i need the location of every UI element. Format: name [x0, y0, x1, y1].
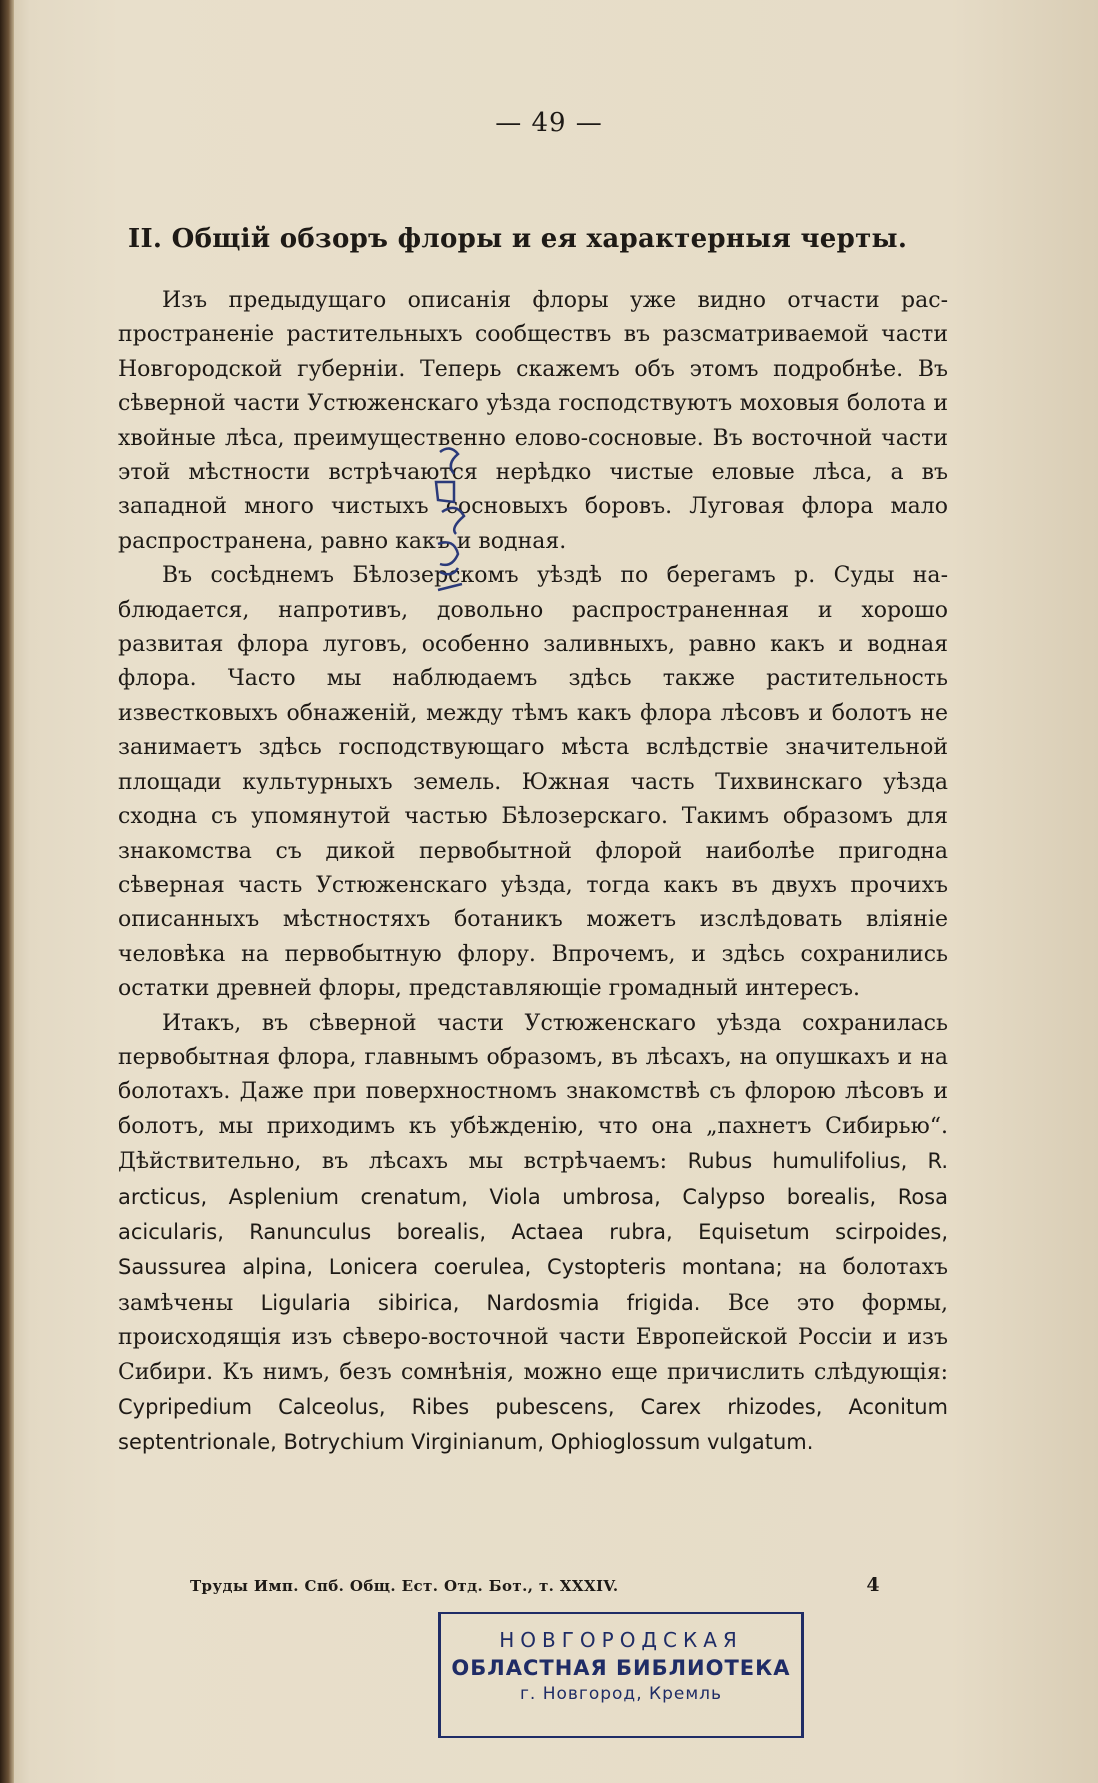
stamp-line-2: ОБЛАСТНАЯ БИБЛИОТЕКА [451, 1656, 791, 1680]
paragraph-3 [118, 1007, 948, 1461]
paragraph-2: Въ сосѣднемъ Бѣлозерскомъ уѣздѣ по берегамъ р. Суды наблюдается, напротивъ, довольно распространенная и хорошо развитая флора луговъ, особенно заливныхъ, равно какъ и водная флора. Часто мы наблюдаемъ здѣсь также растительность известковыхъ обнаженій, между тѣмъ какъ флора лѣсовъ и болотъ не занимаетъ здѣсь господствующаго мѣста вслѣдствіе значительной площади культурныхъ земель. Южная часть Тихвинскаго уѣзда сходна съ упомянутой частью Бѣлозерскаго. Такимъ образомъ для знакомства съ дикой первобытной флорой наиболѣе пригодна сѣверная часть Устюженскаго уѣзда, тогда какъ въ двухъ прочихъ описанныхъ мѣстностяхъ ботаникъ можетъ изслѣдовать вліяніе человѣка на первобытную флору. Впрочемъ, и здѣсь сохранились остатки древней флоры, представляющіе громадный интересъ. [118, 563, 948, 1002]
additional-species-list: Cypripedium Calceolus, Ribes pubescens, Carex rhizodes, Aconitum septentrionale, Botrychium Virginianum, Ophioglossum vulgatum. [118, 1395, 948, 1455]
book-spine-edge [0, 0, 14, 1783]
bog-species-list: Ligularia sibirica, Nardosmia frigida. [260, 1290, 701, 1315]
journal-footer [190, 1574, 880, 1596]
paragraph-3-intro: Итакъ, въ сѣверной части Устюженскаго уѣзда сохранилась первобытная флора, главнымъ образомъ, въ лѣсахъ, на опушкахъ и на болотахъ. Даже при поверхностномъ знакомствѣ съ флорою лѣсовъ и болотъ, мы приходимъ къ убѣжденію, что она „пахнетъ Сибирью“. Дѣйствительно, въ лѣсахъ мы встрѣчаемъ: [118, 1010, 948, 1175]
forest-species-list: Rubus humulifolius, R. arcticus, Asplenium crenatum, Viola umbrosa, Calypso borealis, Rosa acicularis, Ranunculus borealis, Actaea rubra, Equisetum scirpoides, Saussurea alpina, Lonicera coerulea, Cystopteris montana; [118, 1149, 948, 1280]
bog-intro-text: на болотахъ замѣчены [118, 1255, 948, 1316]
page-number: — 49 — [495, 108, 603, 138]
paragraph-3-middle: Все это формы, происходящія изъ сѣверо-восточной части Европейской Россіи и изъ Сибири. Къ нимъ, безъ сомнѣнія, можно еще причислить слѣдующія: [118, 1290, 948, 1385]
sheet-signature: 4 [866, 1574, 880, 1596]
stamp-line-1: НОВГОРОДСКАЯ [499, 1628, 743, 1652]
library-stamp [438, 1612, 804, 1738]
paragraph-1: Изъ предыдущаго описанія флоры уже видно отчасти распространеніе растительныхъ сообществъ въ разсматриваемой части Новгородской губерніи. Теперь скажемъ объ этомъ подробнѣе. Въ сѣверной части Устюженскаго уѣзда господствуютъ моховыя болота и хвойные лѣса, преимущественно елово-сосновые. Въ восточной части этой мѣстности встрѣчаются нерѣдко чистые еловые лѣса, а въ западной много чистыхъ сосновыхъ боровъ. Луговая флора мало распространена, равно какъ и водная. [118, 288, 948, 554]
journal-citation: Труды Имп. Спб. Общ. Ест. Отд. Бот., т. XXXIV. [190, 1577, 619, 1595]
section-heading: II. Общій обзоръ флоры и ея характерныя черты. [128, 224, 908, 254]
stamp-line-3: г. Новгород, Кремль [519, 1684, 723, 1704]
handwritten-mark-icon [430, 432, 470, 602]
body-text [118, 284, 948, 1461]
